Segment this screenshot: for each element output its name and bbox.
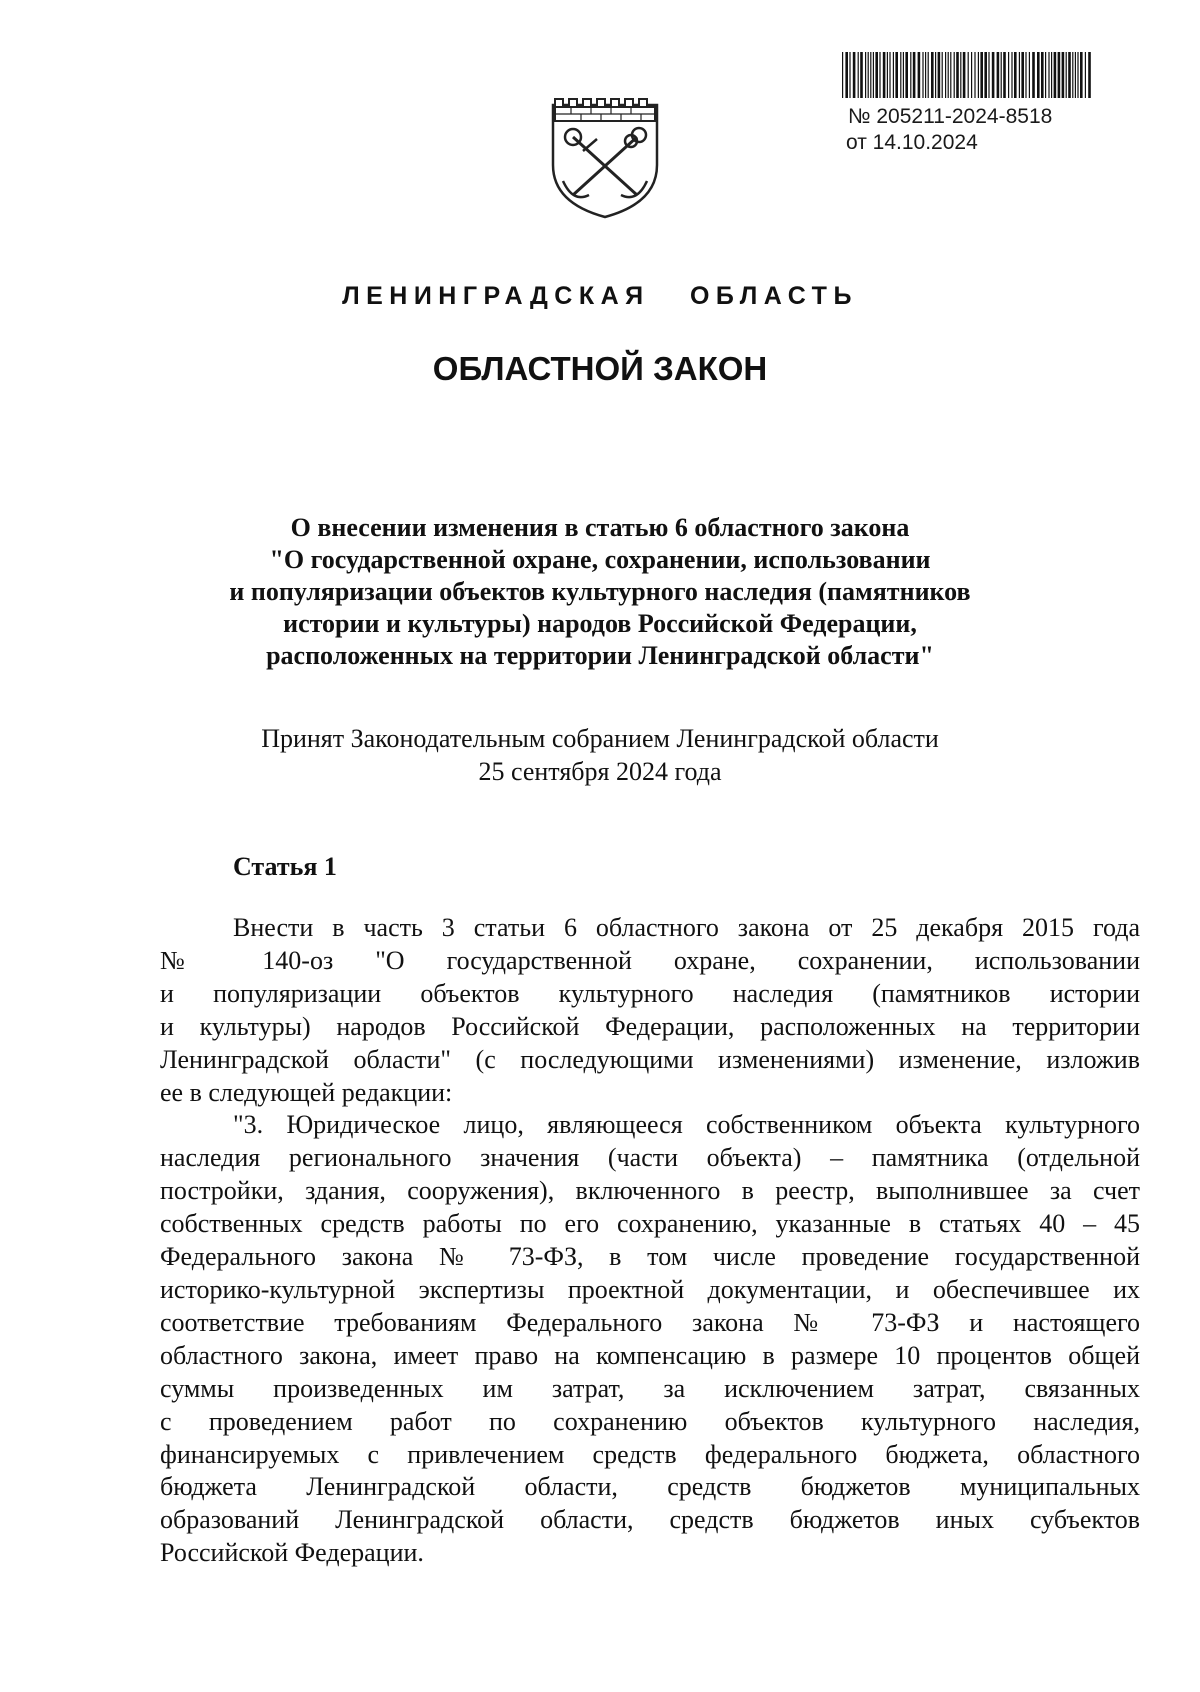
barcode-bar xyxy=(1029,52,1030,98)
law-title-line: "О государственной охране, сохранении, использовании xyxy=(269,545,931,574)
law-title-line: истории и культуры) народов Российской Федерации, xyxy=(283,609,917,638)
barcode-bar xyxy=(893,52,894,98)
body-line: суммы произведенных им затрат, за исключением затрат, связанных xyxy=(160,1373,1140,1403)
body-line: ее в следующей редакции: xyxy=(160,1077,453,1107)
barcode-bar xyxy=(980,52,983,98)
barcode-bar xyxy=(960,52,961,98)
barcode-bar xyxy=(889,52,890,98)
barcode-bar xyxy=(1054,52,1057,98)
body-line: и культуры) народов Российской Федерации, расположенных на территории xyxy=(160,1011,1140,1041)
barcode-bar xyxy=(845,52,848,98)
barcode-bar xyxy=(905,52,908,98)
body-line: "3. Юридическое лицо, являющееся собственником объекта культурного xyxy=(233,1110,1140,1140)
barcode-bar xyxy=(1048,52,1049,98)
barcode-bar xyxy=(849,52,850,98)
barcode-bar xyxy=(988,52,989,98)
barcode-bar xyxy=(992,52,995,98)
barcode-bar xyxy=(918,52,921,98)
body-line: № 140-оз "О государственной охране, сохранении, использовании xyxy=(160,945,1140,975)
registration-date: от 14.10.2024 xyxy=(846,131,978,154)
coat-of-arms-icon xyxy=(545,85,665,220)
barcode-bar xyxy=(922,52,923,98)
barcode-bar xyxy=(1032,52,1035,98)
body-line: финансируемых с привлечением средств федерального бюджета, областного xyxy=(160,1439,1140,1469)
law-title xyxy=(100,512,1100,672)
barcode-bar xyxy=(895,52,898,98)
barcode-bar xyxy=(1066,52,1067,98)
barcode-bar xyxy=(1003,52,1006,98)
barcode-bar xyxy=(928,52,929,98)
barcode-bar xyxy=(1011,52,1012,98)
body-line: Внести в часть 3 статьи 6 областного закона от 25 декабря 2015 года xyxy=(233,913,1140,942)
barcode-bar xyxy=(1045,52,1046,98)
barcode-bar xyxy=(1021,52,1024,98)
barcode-bar xyxy=(879,52,880,98)
barcode-bar xyxy=(1075,52,1076,98)
barcode-bar xyxy=(1037,52,1040,98)
barcode-bar xyxy=(956,52,959,98)
barcode-bar xyxy=(858,52,859,98)
barcode-bar xyxy=(873,52,874,98)
barcode-bar xyxy=(1025,52,1026,98)
article-heading: Статья 1 xyxy=(233,852,337,881)
body-line: Федерального закона № 73-ФЗ, в том числе проведение государственной xyxy=(160,1242,1140,1272)
body-line: с проведением работ по сохранению объектов культурного наследия, xyxy=(160,1406,1140,1436)
barcode-bar xyxy=(913,52,916,98)
barcode-bar xyxy=(948,52,949,98)
adoption-note xyxy=(100,722,1100,788)
barcode-bar xyxy=(910,52,911,98)
barcode-bar xyxy=(997,52,1000,98)
barcode-bar xyxy=(978,52,979,98)
barcode-bar xyxy=(963,52,966,98)
barcode-bar xyxy=(925,52,926,98)
body-line: и популяризации объектов культурного наследия (памятников истории xyxy=(160,978,1140,1008)
body-line: образований Ленинградской области, средств бюджетов иных субъектов xyxy=(160,1505,1140,1535)
barcode-bar xyxy=(875,52,878,98)
barcode-bar xyxy=(1077,52,1078,98)
law-title-line: расположенных на территории Ленинградской области" xyxy=(266,641,934,670)
body-line: наследия регионального значения (части объекта) – памятника (отдельной xyxy=(160,1143,1140,1173)
barcode-bar xyxy=(887,52,888,98)
barcode-bar xyxy=(842,52,843,98)
barcode-bar xyxy=(954,52,955,98)
barcode-bar xyxy=(942,52,943,98)
barcode-bar xyxy=(1088,52,1091,98)
barcode-bar xyxy=(1080,52,1083,98)
barcode-bar xyxy=(853,52,856,98)
barcode-bar xyxy=(1062,52,1065,98)
law-title-line: и популяризации объектов культурного наследия (памятников xyxy=(229,577,971,606)
registration-number: № 205211-2024-8518 xyxy=(848,105,1053,128)
body-line: Ленинградской области" (с последующими изменениями) изменение, изложив xyxy=(160,1044,1140,1074)
barcode-bar xyxy=(1014,52,1017,98)
adoption-line: Принят Законодательным собранием Ленинградской области xyxy=(261,724,939,753)
registration-block xyxy=(848,104,1052,156)
adoption-date: 25 сентября 2024 года xyxy=(478,757,722,786)
barcode-bar xyxy=(868,52,869,98)
body-line: Российской Федерации. xyxy=(160,1538,424,1568)
barcode-bar xyxy=(1008,52,1009,98)
body-line: историко-культурной экспертизы проектной документации, и обеспечившее их xyxy=(160,1274,1140,1304)
barcode-bar xyxy=(870,52,871,98)
barcode-bar xyxy=(1001,52,1002,98)
barcode-bar xyxy=(1051,52,1052,98)
barcode-bar xyxy=(950,52,951,98)
barcode-bar xyxy=(1041,52,1044,98)
barcode-bar xyxy=(968,52,969,98)
barcode-bar xyxy=(883,52,886,98)
barcode-bar xyxy=(1072,52,1073,98)
barcode-bar xyxy=(938,52,941,98)
barcode-bar xyxy=(903,52,904,98)
barcode-bar xyxy=(971,52,972,98)
article-body xyxy=(160,912,1140,1570)
barcode-bar xyxy=(860,52,863,98)
body-line: постройки, здания, сооружения), включенного в реестр, выполнившее за счет xyxy=(160,1176,1140,1206)
barcode-bar xyxy=(900,52,901,98)
barcode-bar xyxy=(945,52,946,98)
body-line: соответствие требованиям Федерального закона № 73-ФЗ и настоящего xyxy=(160,1307,1140,1337)
barcode-bar xyxy=(1085,52,1086,98)
barcode-bar xyxy=(984,52,987,98)
barcode-bar xyxy=(865,52,866,98)
body-line: бюджета Ленинградской области, средств бюджетов муниципальных xyxy=(160,1472,1140,1502)
barcode-bar xyxy=(935,52,936,98)
barcode-bar xyxy=(1068,52,1071,98)
barcode-bar xyxy=(931,52,934,98)
region-heading: ЛЕНИНГРАДСКАЯ ОБЛАСТЬ xyxy=(342,282,858,310)
barcode-bar xyxy=(1019,52,1020,98)
body-line: собственных средств работы по его сохранению, указанные в статьях 40 – 45 xyxy=(160,1209,1140,1239)
law-type-heading: ОБЛАСТНОЙ ЗАКОН xyxy=(432,350,768,387)
barcode-bar xyxy=(1058,52,1061,98)
barcode-icon xyxy=(840,52,1096,98)
barcode-bar xyxy=(974,52,975,98)
body-line: областного закона, имеет право на компенсацию в размере 10 процентов общей xyxy=(160,1340,1140,1370)
law-title-line: О внесении изменения в статью 6 областного закона xyxy=(290,513,910,542)
